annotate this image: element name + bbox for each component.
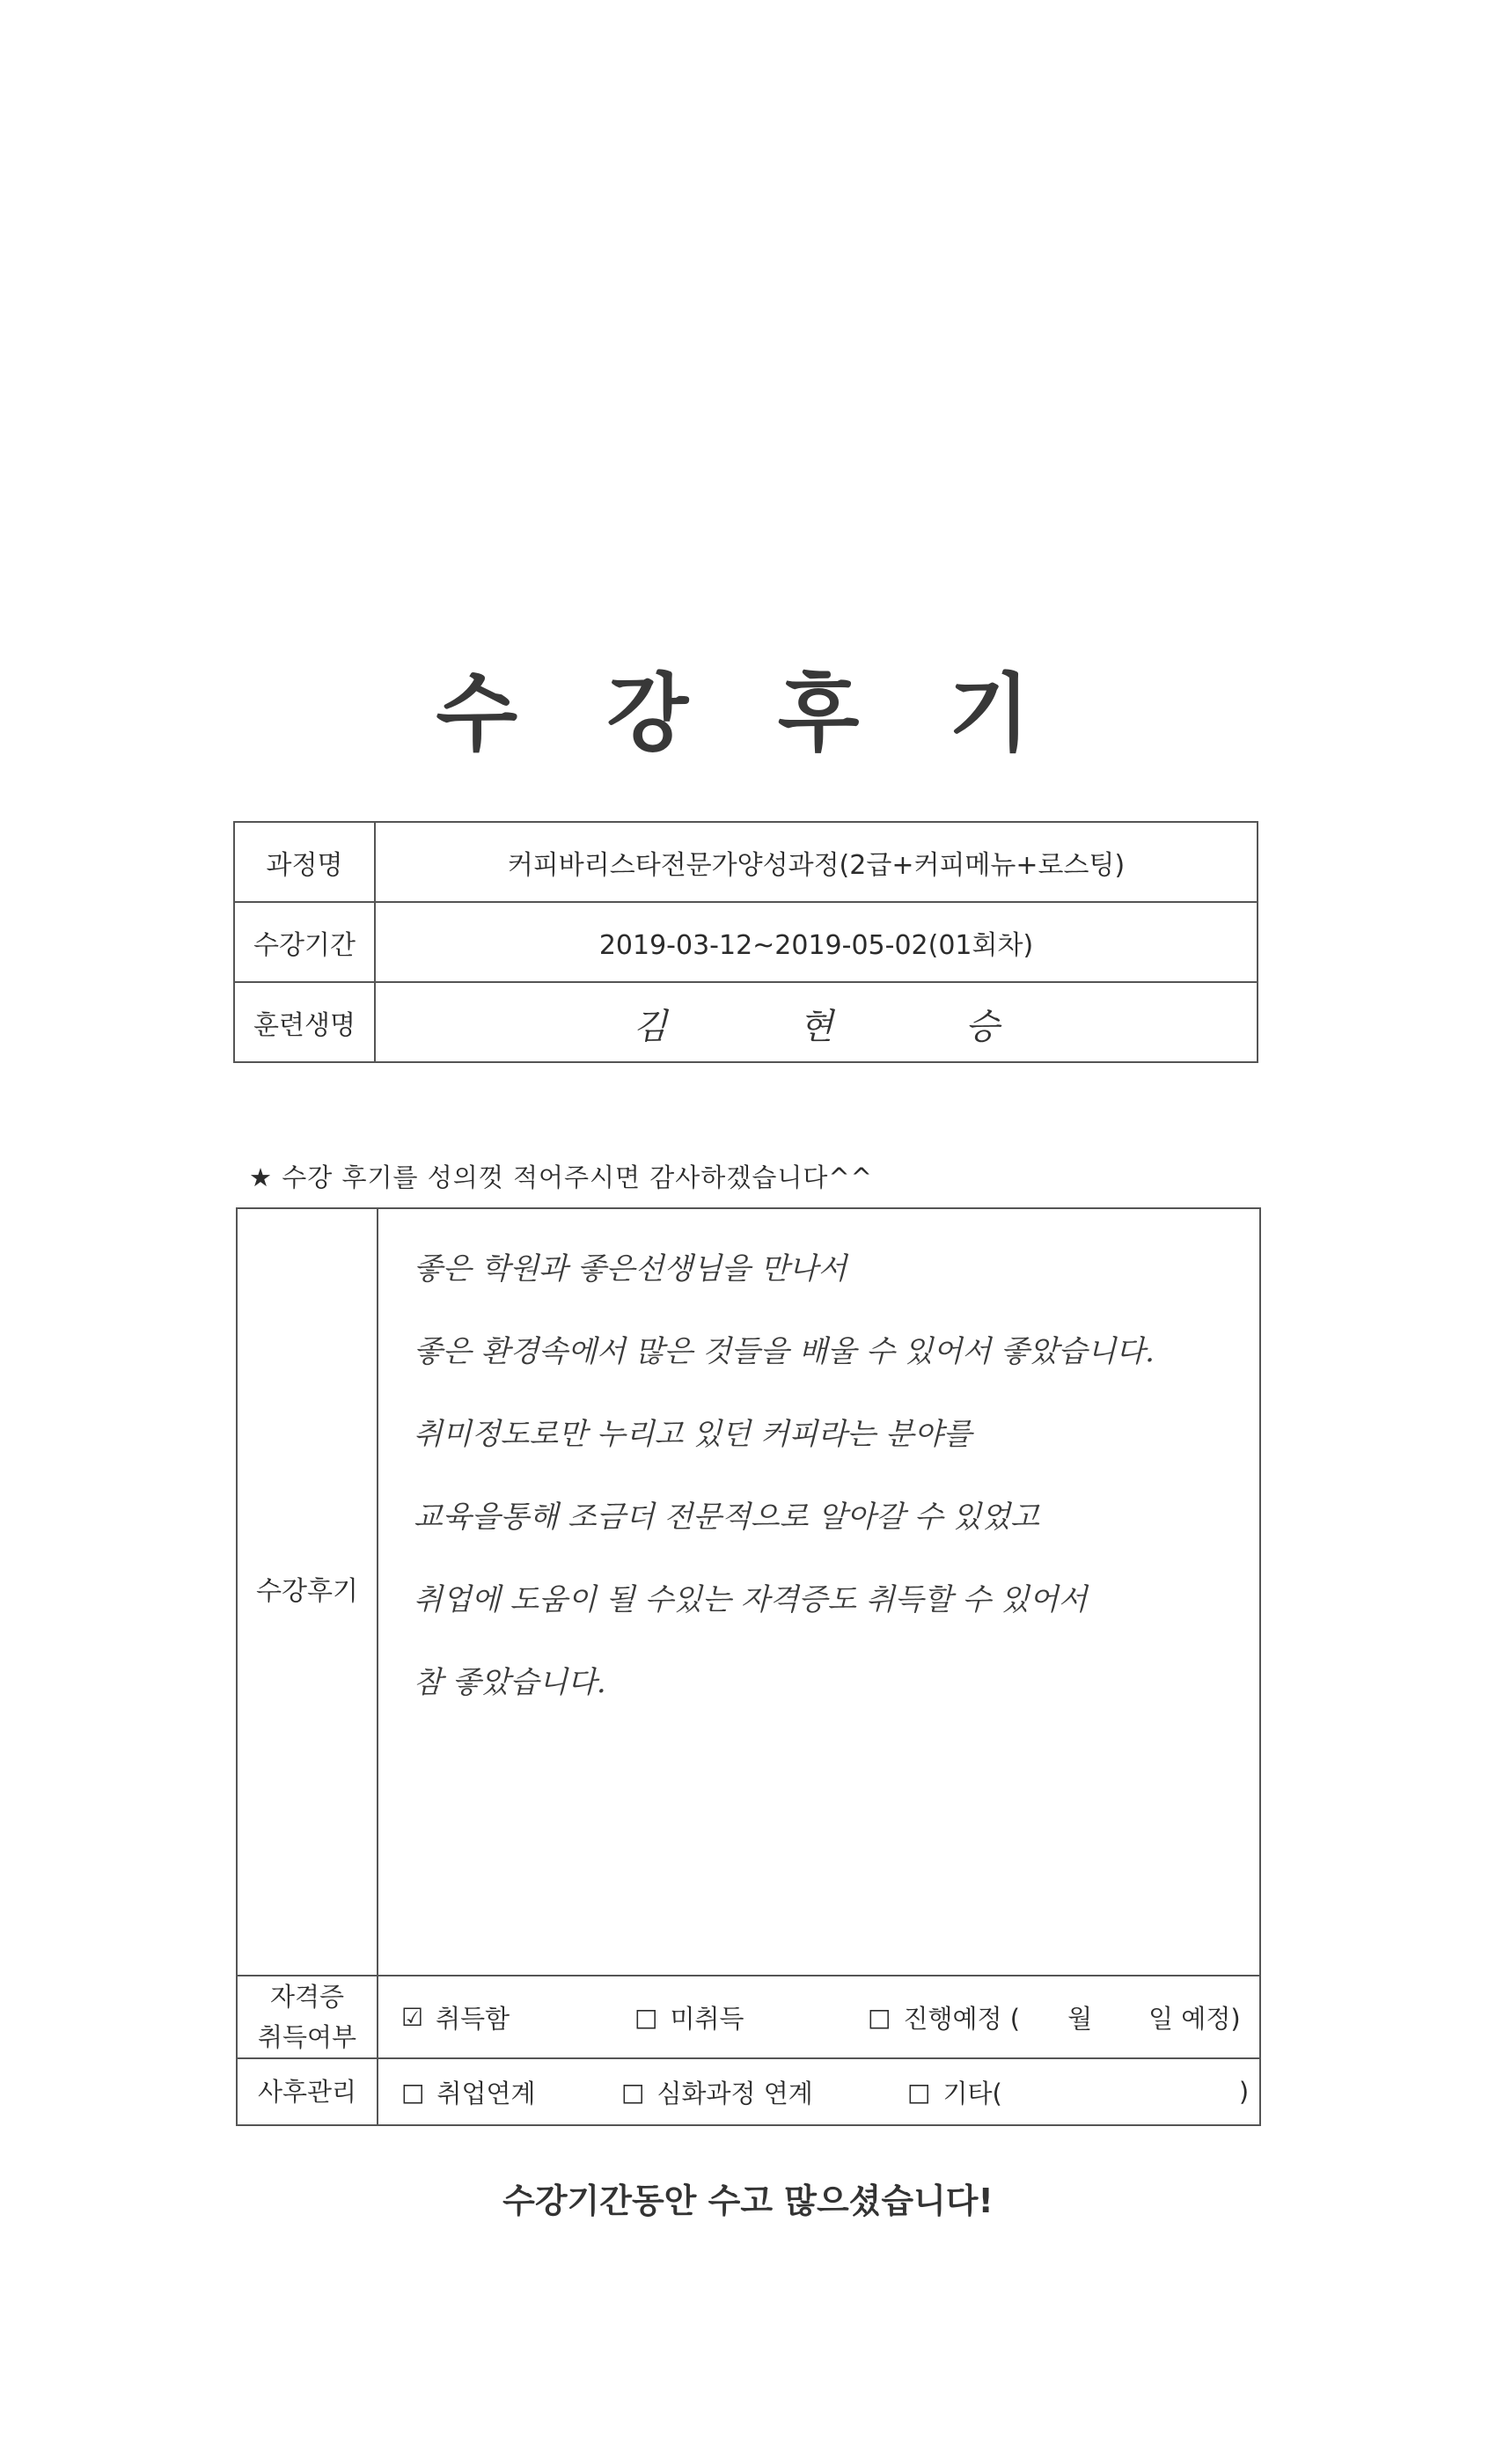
review-table: [236, 1207, 1261, 2126]
checkbox-icon: □: [621, 2077, 645, 2107]
review-line: 참 좋았습니다.: [414, 1665, 606, 1700]
other-close-paren: ): [1238, 2077, 1250, 2107]
certificate-options: [378, 1976, 1260, 2058]
trainee-name-char: 승: [964, 1007, 1000, 1047]
checked-box-icon: ☑: [401, 2002, 424, 2032]
option-label: 심화과정 연계: [656, 2078, 813, 2108]
period-label: 수강기간: [234, 902, 375, 982]
trainee-row: [234, 982, 1258, 1062]
review-line: 좋은 환경속에서 많은 것들을 배울 수 있어서 좋았습니다.: [414, 1334, 1155, 1369]
option-job-link[interactable]: [401, 2074, 621, 2110]
review-row: [237, 1208, 1260, 1976]
trainee-name-cell: [375, 982, 1258, 1062]
certificate-label: [237, 1976, 378, 2058]
option-label: 진행예정 (: [903, 2003, 1021, 2034]
review-content: [378, 1208, 1260, 1976]
aftercare-options: [378, 2058, 1260, 2125]
option-label: 미취득: [670, 2003, 744, 2034]
trainee-name-handwritten: [376, 995, 1257, 1049]
period-value: 2019-03-12~2019-05-02(01회차): [375, 902, 1258, 982]
course-value: 커피바리스타전문가양성과정(2급+커피메뉴+로스팅): [375, 822, 1258, 902]
certificate-row: [237, 1976, 1260, 2058]
review-line: 좋은 학원과 좋은선생님을 만나서: [414, 1251, 847, 1287]
option-acquired[interactable]: [401, 1999, 634, 2035]
course-row: [234, 822, 1258, 902]
trainee-label: 훈련생명: [234, 982, 375, 1062]
option-advanced-course[interactable]: [621, 2074, 907, 2110]
checkbox-icon: □: [907, 2077, 931, 2107]
option-label: 기타(: [942, 2078, 1002, 2108]
review-line: 취업에 도움이 될 수있는 자격증도 취득할 수 있어서: [414, 1582, 1088, 1617]
trainee-name-char: 김: [633, 1007, 668, 1047]
closing-message: 수강기간동안 수고 많으셨습니다!: [502, 2182, 994, 2220]
option-other[interactable]: [907, 2074, 1249, 2110]
checkbox-icon: □: [868, 2002, 891, 2032]
checkbox-icon: □: [401, 2077, 425, 2107]
aftercare-label: 사후관리: [237, 2058, 378, 2125]
option-not-acquired[interactable]: [634, 1999, 868, 2035]
course-label: 과정명: [234, 822, 375, 902]
month-label: 월: [1067, 2003, 1093, 2034]
day-planned-label: 일 예정): [1148, 2003, 1241, 2034]
certificate-label-line: 자격증: [269, 1982, 345, 2012]
option-label: 취업연계: [436, 2078, 536, 2108]
review-line: 교육을통해 조금더 전문적으로 알아갈 수 있었고: [414, 1500, 1039, 1535]
review-line: 취미정도로만 누리고 있던 커피라는 분야를: [414, 1417, 972, 1452]
page-title: 수 강 후 기: [436, 664, 1060, 763]
option-planned[interactable]: [868, 1999, 1241, 2035]
aftercare-row: [237, 2058, 1260, 2125]
certificate-label-line: 취득여부: [257, 2022, 357, 2052]
trainee-name-char: 현: [799, 1007, 833, 1047]
course-info-table: [233, 821, 1258, 1063]
review-label: 수강후기: [237, 1208, 378, 1976]
aftercare-options-row: [378, 2074, 1259, 2110]
checkbox-icon: □: [634, 2002, 658, 2032]
period-row: [234, 902, 1258, 982]
option-label: 취득함: [436, 2003, 510, 2034]
certificate-options-row: [378, 1999, 1259, 2035]
instruction-text: ★ 수강 후기를 성의껏 적어주시면 감사하겠습니다^^: [249, 1162, 873, 1192]
